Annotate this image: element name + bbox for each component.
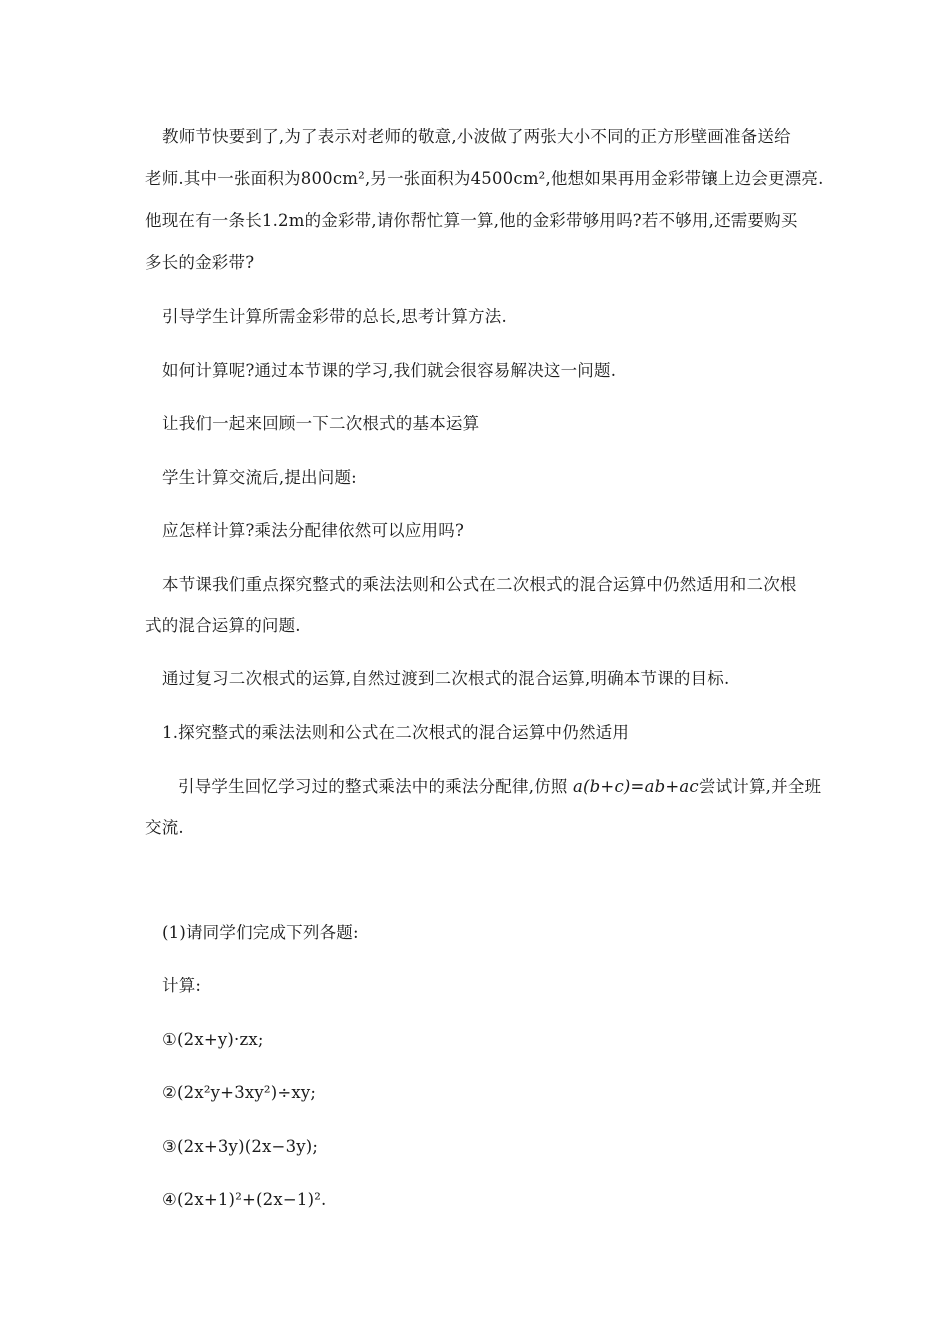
section-heading-1: 1.探究整式的乘法法则和公式在二次根式的混合运算中仍然适用 <box>162 723 630 742</box>
exercise-2: ②(2x²y+3xy²)÷xy; <box>162 1083 317 1102</box>
question-paragraph: 应怎样计算?乘法分配律依然可以应用吗? <box>162 521 464 540</box>
after-paragraph: 学生计算交流后,提出问题: <box>162 468 357 487</box>
intro-line-3: 他现在有一条长1.2m的金彩带,请你帮忙算一算,他的金彩带够用吗?若不够用,还需要购买 <box>145 211 798 230</box>
guide-paragraph: 引导学生计算所需金彩带的总长,思考计算方法. <box>162 307 507 326</box>
exercise-3: ③(2x+3y)(2x−3y); <box>162 1137 319 1156</box>
intro-line-2: 老师.其中一张面积为800cm²,另一张面积为4500cm²,他想如果再用金彩带镶上边会更漂亮. <box>145 169 824 188</box>
focus-line-2: 式的混合运算的问题. <box>145 616 301 635</box>
recall-line-2: 交流. <box>145 818 184 837</box>
recall-text-post: 尝试计算,并全班 <box>698 777 822 796</box>
recall-line-1 <box>178 777 821 797</box>
review-paragraph: 让我们一起来回顾一下二次根式的基本运算 <box>162 414 480 433</box>
how-paragraph: 如何计算呢?通过本节课的学习,我们就会很容易解决这一问题. <box>162 361 617 380</box>
intro-line-4: 多长的金彩带? <box>145 253 255 272</box>
exercise-4: ④(2x+1)²+(2x−1)². <box>162 1190 327 1209</box>
exercise-1: ①(2x+y)·zx; <box>162 1030 264 1049</box>
compute-label: 计算: <box>162 976 202 995</box>
intro-line-1: 教师节快要到了,为了表示对老师的敬意,小波做了两张大小不同的正方形壁画准备送给 <box>162 127 791 146</box>
transition-paragraph: 通过复习二次根式的运算,自然过渡到二次根式的混合运算,明确本节课的目标. <box>162 669 730 688</box>
recall-text-pre: 引导学生回忆学习过的整式乘法中的乘法分配律,仿照 <box>178 777 568 796</box>
focus-line-1: 本节课我们重点探究整式的乘法法则和公式在二次根式的混合运算中仍然适用和二次根 <box>162 575 797 594</box>
task-intro: (1)请同学们完成下列各题: <box>162 923 359 942</box>
distributive-formula: a(b+c)=ab+ac <box>573 777 699 796</box>
